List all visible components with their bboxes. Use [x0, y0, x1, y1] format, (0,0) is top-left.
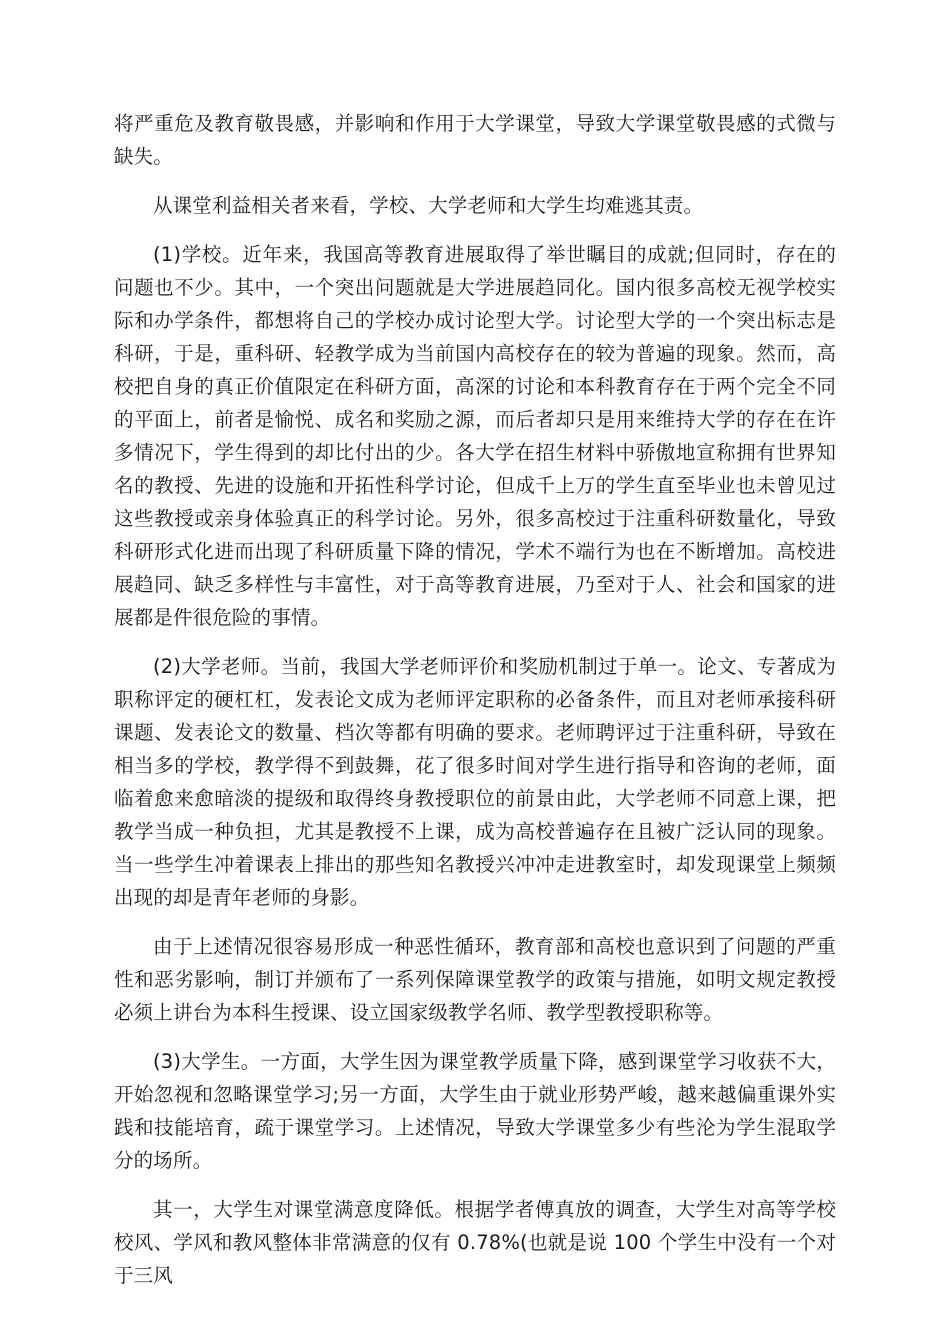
paragraph-vicious-cycle: 由于上述情况很容易形成一种恶性循环，教育部和高校也意识到了问题的严重性和恶劣影响，制订并颁布了一系列保障课堂教学的政策与措施，如明文规定教授必须上讲台为本科生授课、设立国家级教学名师、教学型教授职称等。 [114, 935, 836, 1024]
document-body [114, 107, 836, 1308]
paragraph-teachers: (2)大学老师。当前，我国大学老师评价和奖励机制过于单一。论文、专著成为职称评定的硬杠杠，发表论文成为老师评定职称的必备条件，而且对老师承接科研课题、发表论文的数量、档次等都有明确的要求。老师聘评过于注重科研，导致在相当多的学校，教学得不到鼓舞，花了很多时间对学生进行指导和咨询的老师，面临着愈来愈暗淡的提级和取得终身教授职位的前景由此，大学老师不同意上课，把教学当成一种负担，尤其是教授不上课，成为高校普遍存在且被广泛认同的现象。当一些学生冲着课表上排出的那些知名教授兴冲冲走进教室时，却发现课堂上频频出现的却是青年老师的身影。 [114, 655, 836, 909]
paragraph-satisfaction: 其一，大学生对课堂满意度降低。根据学者傅真放的调查，大学生对高等学校校风、学风和教风整体非常满意的仅有 0.78%(也就是说 100 个学生中没有一个对于三风 [114, 1198, 836, 1287]
paragraph-school: (1)学校。近年来，我国高等教育进展取得了举世瞩目的成就;但同时，存在的问题也不少。其中，一个突出问题就是大学进展趋同化。国内很多高校无视学校实际和办学条件，都想将自己的学校办成讨论型大学。讨论型大学的一个突出标志是科研，于是，重科研、轻教学成为当前国内高校存在的较为普遍的现象。然而，高校把自身的真正价值限定在科研方面，高深的讨论和本科教育存在于两个完全不同的平面上，前者是愉悦、成名和奖励之源，而后者却只是用来维持大学的存在在许多情况下，学生得到的却比付出的少。各大学在招生材料中骄傲地宣称拥有世界知名的教授、先进的设施和开拓性科学讨论，但成千上万的学生直至毕业也未曾见过这些教授或亲身体验真正的科学讨论。另外，很多高校过于注重科研数量化，导致科研形式化进而出现了科研质量下降的情况，学术不端行为也在不断增加。高校进展趋同、缺乏多样性与丰富性，对于高等教育进展，乃至对于人、社会和国家的进展都是件很危险的事情。 [114, 243, 836, 629]
paragraph-continuation: 将严重危及教育敬畏感，并影响和作用于大学课堂，导致大学课堂敬畏感的式微与缺失。 [114, 112, 836, 168]
paragraph-stakeholders: 从课堂利益相关者来看，学校、大学老师和大学生均难逃其责。 [153, 194, 704, 217]
paragraph-students: (3)大学生。一方面，大学生因为课堂教学质量下降，感到课堂学习收获不大，开始忽视和忽略课堂学习;另一方面，大学生由于就业形势严峻，越来越偏重课外实践和技能培育，疏于课堂学习。上述情况，导致大学课堂多少有些沦为学生混取学分的场所。 [114, 1050, 836, 1172]
